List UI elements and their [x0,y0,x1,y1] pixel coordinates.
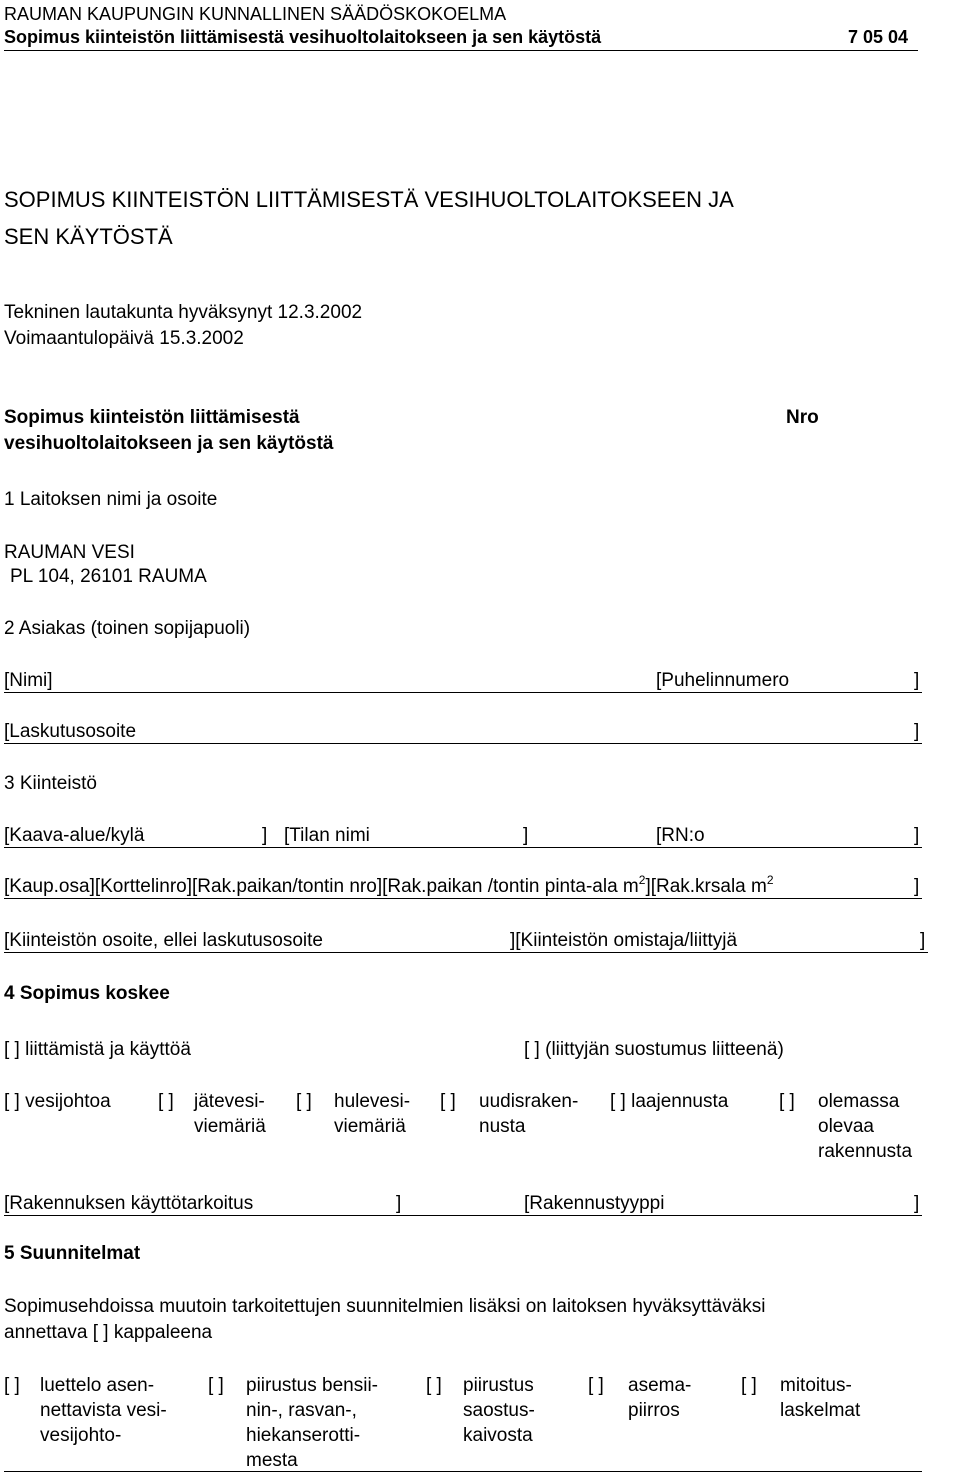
option-label-line: olemassa [818,1091,900,1112]
option-label-line: saostus- [463,1400,535,1421]
checkbox-wastewater[interactable]: [ ] [158,1091,174,1112]
option-label-line: jätevesi- [194,1091,265,1112]
building-purpose-field[interactable]: [Rakennuksen käyttötarkoitus [4,1193,254,1214]
option-existing-building [818,1089,912,1164]
estate-name-close: ] [523,825,529,846]
option-separator-drawing [246,1373,378,1473]
option-label: laajennusta [631,1091,729,1112]
form-heading-line2: vesihuoltolaitokseen ja sen käytöstä [4,433,334,454]
building-type-close: ] [914,1193,920,1214]
plans-instruction-line2[interactable]: annettava [ ] kappaleena [4,1322,213,1343]
option-label-line: asema- [628,1375,692,1396]
section-1-title: 1 Laitoksen nimi ja osoite [4,489,218,510]
register-number-field[interactable]: [RN:o [656,825,705,846]
collection-title: RAUMAN KAUPUNGIN KUNNALLINEN SÄÄDÖSKOKOELMA [4,4,507,24]
option-label-line: piirustus bensii- [246,1375,378,1396]
property-owner-field[interactable]: ][Kiinteistön omistaja/liittyjä [510,930,738,951]
effective-date-line: Voimaantulopäivä 15.3.2002 [4,328,244,349]
option-label-line: mitoitus- [780,1375,852,1396]
customer-name-underline [4,692,922,693]
option-extension[interactable] [610,1089,728,1114]
plot-details-underline [4,898,922,899]
option-new-building [479,1089,578,1139]
section-2-title: 2 Asiakas (toinen sopijapuoli) [4,618,251,639]
option-label-line: luettelo asen- [40,1375,155,1396]
number-label: Nro [786,407,819,428]
option-label-line: kaivosta [463,1425,533,1446]
option-stormwater-sewer [334,1089,410,1139]
floor-area-text: ][Rak.krsala m [645,876,767,897]
section-5-title: 5 Suunnitelmat [4,1243,141,1264]
estate-name-field[interactable]: [Tilan nimi [284,825,370,846]
checkbox[interactable]: [ ] [610,1091,626,1112]
option-label-line: nettavista vesi- [40,1400,167,1421]
option-label-line: laskelmat [780,1400,861,1421]
building-type-field[interactable]: [Rakennustyyppi [524,1193,665,1214]
checkbox-stormwater[interactable]: [ ] [296,1091,312,1112]
building-purpose-close: ] [396,1193,402,1214]
option-fixture-list [40,1373,167,1448]
superscript-2: 2 [766,873,774,887]
option-site-plan [628,1373,691,1423]
option-label-line: viemäriä [334,1116,406,1137]
document-title-line2: SEN KÄYTÖSTÄ [4,224,173,249]
document-title-line1: SOPIMUS KIINTEISTÖN LIITTÄMISESTÄ VESIHUOLTOLAITOKSEEN JA [4,187,734,212]
option-label-line: nusta [479,1116,526,1137]
property-owner-close: ] [920,930,926,951]
plan-area-close: ] [262,825,268,846]
checkbox-septic-drawing[interactable]: [ ] [426,1375,442,1396]
option-septic-drawing [463,1373,535,1448]
option-label-line: hiekanserotti- [246,1425,361,1446]
header-subject: Sopimus kiinteistön liittämisestä vesihuoltolaitokseen ja sen käytöstä [4,27,602,47]
option-label-line: rakennusta [818,1141,913,1162]
billing-address-underline [4,743,922,744]
plot-details-field[interactable] [4,873,774,899]
option-label-line: nin-, rasvan-, [246,1400,357,1421]
bottom-rule [4,1471,922,1472]
billing-field-close: ] [914,721,920,742]
plans-instruction-line1: Sopimusehdoissa muutoin tarkoitettujen suunnitelmien lisäksi on laitoksen hyväksyttäväksi [4,1296,766,1317]
option-label-line: vesijohto- [40,1425,122,1446]
checkbox-new-building[interactable]: [ ] [440,1091,456,1112]
header-rule [4,50,918,51]
form-heading-line1: Sopimus kiinteistön liittämisestä [4,407,300,428]
checkbox-fixture-list[interactable]: [ ] [4,1375,20,1396]
billing-address-field[interactable]: [Laskutusosoite [4,721,137,742]
checkbox[interactable]: [ ] [4,1091,20,1112]
plan-area-field[interactable]: [Kaava-alue/kylä [4,825,145,846]
approval-line: Tekninen lautakunta hyväksynyt 12.3.2002 [4,302,363,323]
option-calculations [780,1373,860,1423]
property-address-underline [4,952,928,953]
customer-name-field[interactable]: [Nimi] [4,670,53,691]
checkbox-site-plan[interactable]: [ ] [588,1375,604,1396]
phone-field-close: ] [914,670,920,691]
plot-details-text: [Kaup.osa][Korttelinro][Rak.paikan/tontin nro][Rak.paikan /tontin pinta-ala m [4,876,639,897]
option-label-line: piirros [628,1400,680,1421]
option-label-line: hulevesi- [334,1091,411,1112]
checkbox-separator-drawing[interactable]: [ ] [208,1375,224,1396]
register-number-close: ] [914,825,920,846]
utility-name: RAUMAN VESI [4,542,135,563]
property-underline [4,847,922,848]
superscript-2: 2 [638,873,646,887]
checkbox-calculations[interactable]: [ ] [741,1375,757,1396]
option-label-line: olevaa [818,1116,874,1137]
property-address-field[interactable]: [Kiinteistön osoite, ellei laskutusosoite [4,930,323,951]
section-3-title: 3 Kiinteistö [4,773,97,794]
section-4-title: 4 Sopimus koskee [4,983,170,1004]
option-wastewater-sewer [194,1089,266,1139]
option-label-line: piirustus [463,1375,534,1396]
option-water-pipe[interactable] [4,1089,111,1114]
option-label-line: viemäriä [194,1116,266,1137]
utility-address: PL 104, 26101 RAUMA [10,566,207,587]
option-label-line: mesta [246,1450,298,1471]
building-underline [4,1215,922,1216]
option-label-line: uudisraken- [479,1091,579,1112]
checkbox-existing-building[interactable]: [ ] [779,1091,795,1112]
checkbox-consent-attached[interactable]: [ ] (liittyjän suostumus liitteenä) [524,1039,784,1060]
phone-number-field[interactable]: [Puhelinnumero [656,670,790,691]
plot-details-close: ] [914,876,920,897]
option-label: vesijohtoa [25,1091,111,1112]
checkbox-connection-use[interactable]: [ ] liittämistä ja käyttöä [4,1039,191,1060]
header-code: 7 05 04 [848,27,909,47]
